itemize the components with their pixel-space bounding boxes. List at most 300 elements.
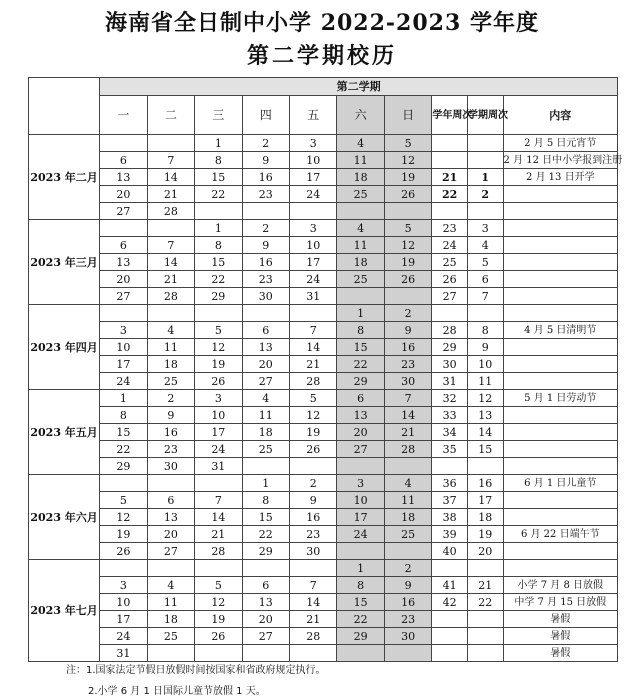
- day-cell-mon: [100, 475, 147, 492]
- day-cell-wed: 31: [195, 458, 242, 475]
- content-cell: [503, 424, 617, 441]
- day-cell-sat: 1: [337, 305, 384, 322]
- day-cell-mon: 6: [100, 237, 147, 254]
- day-cell-wed: 8: [195, 152, 242, 169]
- day-cell-thu: [242, 645, 289, 662]
- day-cell-thu: 8: [242, 492, 289, 509]
- day-cell-sat: 29: [337, 628, 384, 645]
- day-cell-thu: 22: [242, 526, 289, 543]
- day-cell-fri: 10: [290, 237, 337, 254]
- week-row: [29, 543, 618, 560]
- term-week-cell: 21: [467, 577, 503, 594]
- day-cell-sun: 30: [384, 373, 431, 390]
- content-cell: [503, 407, 617, 424]
- day-cell-sat: 8: [337, 577, 384, 594]
- day-cell-fri: 14: [290, 594, 337, 611]
- day-cell-sat: 11: [337, 237, 384, 254]
- day-cell-mon: 17: [100, 356, 147, 373]
- day-cell-wed: 15: [195, 169, 242, 186]
- day-cell-tue: 30: [147, 458, 194, 475]
- day-cell-thu: 2: [242, 220, 289, 237]
- year-week-cell: 33: [432, 407, 468, 424]
- day-cell-sat: 8: [337, 322, 384, 339]
- year-week-cell: 22: [432, 186, 468, 203]
- day-cell-sat: 18: [337, 254, 384, 271]
- day-cell-fri: [290, 645, 337, 662]
- content-cell: 2 月 13 日开学: [503, 169, 617, 186]
- year-week-header: 学年周次: [432, 96, 468, 135]
- week-row: [29, 475, 618, 492]
- day-cell-tue: [147, 645, 194, 662]
- day-cell-sun: 12: [384, 237, 431, 254]
- day-cell-tue: 14: [147, 254, 194, 271]
- day-cell-thu: 30: [242, 288, 289, 305]
- term-week-cell: [467, 203, 503, 220]
- day-cell-thu: 18: [242, 424, 289, 441]
- day-cell-tue: [147, 560, 194, 577]
- day-cell-sun: [384, 458, 431, 475]
- day-cell-wed: 19: [195, 611, 242, 628]
- day-cell-sun: 26: [384, 271, 431, 288]
- semester-header: 第二学期: [100, 78, 618, 96]
- day-cell-sat: 25: [337, 271, 384, 288]
- week-row: [29, 254, 618, 271]
- day-cell-mon: 12: [100, 509, 147, 526]
- day-cell-sun: 5: [384, 135, 431, 152]
- week-row: [29, 203, 618, 220]
- day-cell-fri: 2: [290, 475, 337, 492]
- day-cell-tue: [147, 220, 194, 237]
- day-cell-wed: 10: [195, 407, 242, 424]
- day-cell-sat: [337, 288, 384, 305]
- term-week-cell: [467, 628, 503, 645]
- day-cell-sat: 17: [337, 509, 384, 526]
- week-row: [29, 509, 618, 526]
- week-row: [29, 322, 618, 339]
- week-row: [29, 339, 618, 356]
- day-cell-thu: [242, 458, 289, 475]
- day-cell-mon: 24: [100, 628, 147, 645]
- day-cell-sat: 29: [337, 373, 384, 390]
- year-week-cell: 39: [432, 526, 468, 543]
- day-cell-thu: 16: [242, 254, 289, 271]
- day-cell-sun: 4: [384, 475, 431, 492]
- content-cell: [503, 509, 617, 526]
- day-cell-thu: 23: [242, 271, 289, 288]
- week-row: [29, 135, 618, 152]
- day-cell-fri: 19: [290, 424, 337, 441]
- day-cell-sun: 23: [384, 356, 431, 373]
- day-cell-tue: 25: [147, 628, 194, 645]
- term-week-cell: 9: [467, 339, 503, 356]
- day-cell-mon: 26: [100, 543, 147, 560]
- year-week-cell: [432, 628, 468, 645]
- week-row: [29, 441, 618, 458]
- week-row: [29, 152, 618, 169]
- day-cell-wed: [195, 560, 242, 577]
- week-row: [29, 356, 618, 373]
- term-week-header: 学期周次: [467, 96, 503, 135]
- day-cell-tue: 23: [147, 441, 194, 458]
- day-cell-tue: 21: [147, 186, 194, 203]
- weekday-fri: 五: [290, 96, 337, 135]
- term-week-cell: 13: [467, 407, 503, 424]
- content-cell: [503, 254, 617, 271]
- week-row: [29, 458, 618, 475]
- day-cell-sun: 28: [384, 441, 431, 458]
- day-cell-fri: 21: [290, 356, 337, 373]
- year-week-cell: 34: [432, 424, 468, 441]
- weekday-header-row: [29, 96, 618, 135]
- content-cell: [503, 237, 617, 254]
- week-row: [29, 594, 618, 611]
- day-cell-fri: 12: [290, 407, 337, 424]
- term-week-cell: 12: [467, 390, 503, 407]
- content-cell: 2 月 12 日中小学报到注册: [503, 152, 617, 169]
- term-week-cell: 3: [467, 220, 503, 237]
- year-week-cell: 25: [432, 254, 468, 271]
- day-cell-fri: 26: [290, 441, 337, 458]
- day-cell-sat: 11: [337, 152, 384, 169]
- day-cell-fri: 3: [290, 220, 337, 237]
- term-week-cell: 14: [467, 424, 503, 441]
- year-week-cell: 42: [432, 594, 468, 611]
- day-cell-tue: [147, 475, 194, 492]
- term-week-cell: 8: [467, 322, 503, 339]
- day-cell-wed: 1: [195, 220, 242, 237]
- day-cell-sun: 16: [384, 594, 431, 611]
- year-week-cell: [432, 305, 468, 322]
- weekday-tue: 二: [147, 96, 194, 135]
- content-cell: [503, 543, 617, 560]
- day-cell-mon: 3: [100, 322, 147, 339]
- day-cell-tue: [147, 135, 194, 152]
- day-cell-fri: 17: [290, 169, 337, 186]
- day-cell-sun: 2: [384, 560, 431, 577]
- content-cell: [503, 339, 617, 356]
- content-cell: [503, 288, 617, 305]
- day-cell-thu: 4: [242, 390, 289, 407]
- day-cell-sat: 20: [337, 424, 384, 441]
- day-cell-wed: 21: [195, 526, 242, 543]
- year-week-cell: 21: [432, 169, 468, 186]
- month-label: 2023 年七月: [29, 560, 100, 662]
- day-cell-tue: 20: [147, 526, 194, 543]
- day-cell-sun: 12: [384, 152, 431, 169]
- day-cell-sat: [337, 203, 384, 220]
- day-cell-wed: [195, 305, 242, 322]
- day-cell-sat: 24: [337, 526, 384, 543]
- day-cell-thu: 25: [242, 441, 289, 458]
- day-cell-thu: 16: [242, 169, 289, 186]
- content-cell: 4 月 5 日清明节: [503, 322, 617, 339]
- term-week-cell: 5: [467, 254, 503, 271]
- day-cell-sun: 14: [384, 407, 431, 424]
- week-row: [29, 186, 618, 203]
- day-cell-wed: 12: [195, 339, 242, 356]
- week-row: [29, 492, 618, 509]
- day-cell-mon: 17: [100, 611, 147, 628]
- year-week-cell: 41: [432, 577, 468, 594]
- week-row: [29, 526, 618, 543]
- day-cell-thu: 2: [242, 135, 289, 152]
- day-cell-sat: 22: [337, 611, 384, 628]
- day-cell-wed: 5: [195, 577, 242, 594]
- content-cell: [503, 186, 617, 203]
- content-cell: 暑假: [503, 628, 617, 645]
- day-cell-tue: 18: [147, 611, 194, 628]
- weekday-thu: 四: [242, 96, 289, 135]
- day-cell-fri: 5: [290, 390, 337, 407]
- content-cell: [503, 356, 617, 373]
- day-cell-fri: 16: [290, 509, 337, 526]
- day-cell-thu: 9: [242, 152, 289, 169]
- week-row: [29, 611, 618, 628]
- content-cell: [503, 441, 617, 458]
- day-cell-thu: 6: [242, 577, 289, 594]
- day-cell-sat: 27: [337, 441, 384, 458]
- day-cell-sun: 19: [384, 254, 431, 271]
- week-row: [29, 169, 618, 186]
- day-cell-tue: 28: [147, 203, 194, 220]
- month-label: 2023 年二月: [29, 135, 100, 220]
- day-cell-tue: 6: [147, 492, 194, 509]
- day-cell-mon: 10: [100, 594, 147, 611]
- month-label: 2023 年六月: [29, 475, 100, 560]
- term-week-cell: 16: [467, 475, 503, 492]
- year-week-cell: 36: [432, 475, 468, 492]
- day-cell-fri: [290, 305, 337, 322]
- day-cell-wed: [195, 475, 242, 492]
- day-cell-sat: 25: [337, 186, 384, 203]
- year-week-cell: 26: [432, 271, 468, 288]
- day-cell-sun: [384, 645, 431, 662]
- day-cell-mon: 5: [100, 492, 147, 509]
- term-week-cell: 4: [467, 237, 503, 254]
- day-cell-sun: 23: [384, 611, 431, 628]
- content-cell: [503, 492, 617, 509]
- month-label: 2023 年五月: [29, 390, 100, 475]
- day-cell-wed: 7: [195, 492, 242, 509]
- term-week-cell: 11: [467, 373, 503, 390]
- day-cell-mon: 31: [100, 645, 147, 662]
- day-cell-mon: 8: [100, 407, 147, 424]
- day-cell-wed: 8: [195, 237, 242, 254]
- day-cell-sun: 18: [384, 509, 431, 526]
- term-week-cell: 17: [467, 492, 503, 509]
- day-cell-mon: 3: [100, 577, 147, 594]
- content-cell: 暑假: [503, 611, 617, 628]
- term-week-cell: [467, 305, 503, 322]
- day-cell-thu: [242, 305, 289, 322]
- content-cell: [503, 560, 617, 577]
- day-cell-sat: 15: [337, 339, 384, 356]
- week-row: [29, 220, 618, 237]
- year-week-cell: [432, 645, 468, 662]
- day-cell-mon: 13: [100, 169, 147, 186]
- year-week-cell: [432, 611, 468, 628]
- content-cell: [503, 305, 617, 322]
- day-cell-mon: 6: [100, 152, 147, 169]
- day-cell-wed: 19: [195, 356, 242, 373]
- day-cell-sun: 30: [384, 628, 431, 645]
- month-label: 2023 年四月: [29, 305, 100, 390]
- day-cell-fri: [290, 203, 337, 220]
- day-cell-sun: 26: [384, 186, 431, 203]
- weekday-sat: 六: [337, 96, 384, 135]
- day-cell-thu: 27: [242, 628, 289, 645]
- day-cell-sat: 10: [337, 492, 384, 509]
- day-cell-sun: 5: [384, 220, 431, 237]
- year-week-cell: 28: [432, 322, 468, 339]
- content-cell: 小学 7 月 8 日放假: [503, 577, 617, 594]
- day-cell-fri: 28: [290, 628, 337, 645]
- day-cell-fri: 7: [290, 322, 337, 339]
- day-cell-sun: 19: [384, 169, 431, 186]
- content-cell: [503, 220, 617, 237]
- day-cell-wed: 22: [195, 271, 242, 288]
- day-cell-mon: 10: [100, 339, 147, 356]
- day-cell-tue: 25: [147, 373, 194, 390]
- day-cell-fri: [290, 560, 337, 577]
- content-cell: [503, 458, 617, 475]
- day-cell-sun: 25: [384, 526, 431, 543]
- day-cell-wed: 1: [195, 135, 242, 152]
- day-cell-sun: 16: [384, 339, 431, 356]
- day-cell-fri: 3: [290, 135, 337, 152]
- day-cell-mon: 27: [100, 288, 147, 305]
- day-cell-fri: [290, 458, 337, 475]
- semester-header-row: [29, 78, 618, 96]
- day-cell-mon: 29: [100, 458, 147, 475]
- day-cell-mon: 20: [100, 186, 147, 203]
- day-cell-thu: 20: [242, 611, 289, 628]
- day-cell-sun: 11: [384, 492, 431, 509]
- year-week-cell: [432, 135, 468, 152]
- day-cell-sun: 9: [384, 322, 431, 339]
- day-cell-sun: [384, 543, 431, 560]
- term-week-cell: 18: [467, 509, 503, 526]
- week-row: [29, 373, 618, 390]
- term-week-cell: 15: [467, 441, 503, 458]
- day-cell-tue: 4: [147, 577, 194, 594]
- day-cell-mon: 27: [100, 203, 147, 220]
- day-cell-wed: 15: [195, 254, 242, 271]
- day-cell-sat: [337, 458, 384, 475]
- day-cell-fri: 30: [290, 543, 337, 560]
- week-row: [29, 407, 618, 424]
- year-week-cell: 40: [432, 543, 468, 560]
- term-week-cell: [467, 611, 503, 628]
- weekday-sun: 日: [384, 96, 431, 135]
- day-cell-thu: [242, 203, 289, 220]
- day-cell-thu: 1: [242, 475, 289, 492]
- year-week-cell: [432, 152, 468, 169]
- term-week-cell: 6: [467, 271, 503, 288]
- content-cell: [503, 203, 617, 220]
- day-cell-mon: [100, 135, 147, 152]
- day-cell-sun: [384, 288, 431, 305]
- day-cell-tue: 9: [147, 407, 194, 424]
- year-week-cell: 23: [432, 220, 468, 237]
- day-cell-fri: 9: [290, 492, 337, 509]
- day-cell-tue: 18: [147, 356, 194, 373]
- day-cell-wed: 12: [195, 594, 242, 611]
- term-week-cell: [467, 135, 503, 152]
- day-cell-thu: 27: [242, 373, 289, 390]
- day-cell-thu: 13: [242, 594, 289, 611]
- day-cell-thu: 20: [242, 356, 289, 373]
- day-cell-fri: 7: [290, 577, 337, 594]
- weekday-mon: 一: [100, 96, 147, 135]
- week-row: [29, 560, 618, 577]
- weekday-wed: 三: [195, 96, 242, 135]
- week-row: [29, 424, 618, 441]
- day-cell-tue: 16: [147, 424, 194, 441]
- term-week-cell: 10: [467, 356, 503, 373]
- day-cell-tue: 7: [147, 152, 194, 169]
- month-label: 2023 年三月: [29, 220, 100, 305]
- month-header-cell: [29, 78, 100, 135]
- day-cell-sat: [337, 645, 384, 662]
- day-cell-mon: 20: [100, 271, 147, 288]
- term-week-cell: 2: [467, 186, 503, 203]
- day-cell-wed: 29: [195, 288, 242, 305]
- footnote-1: 注：1.国家法定节假日放假时间按国家和省政府规定执行。: [66, 665, 326, 676]
- day-cell-thu: 9: [242, 237, 289, 254]
- day-cell-wed: 24: [195, 441, 242, 458]
- day-cell-fri: 28: [290, 373, 337, 390]
- footnote-2: 2.小学 6 月 1 日国际儿童节放假 1 天。: [88, 686, 266, 697]
- day-cell-tue: 11: [147, 594, 194, 611]
- day-cell-fri: 10: [290, 152, 337, 169]
- day-cell-tue: 28: [147, 288, 194, 305]
- day-cell-tue: 14: [147, 169, 194, 186]
- content-cell: 6 月 22 日端午节: [503, 526, 617, 543]
- day-cell-tue: 27: [147, 543, 194, 560]
- day-cell-thu: [242, 560, 289, 577]
- day-cell-mon: 1: [100, 390, 147, 407]
- content-cell: 2 月 5 日元宵节: [503, 135, 617, 152]
- term-week-cell: 19: [467, 526, 503, 543]
- day-cell-wed: 28: [195, 543, 242, 560]
- content-cell: 中学 7 月 15 日放假: [503, 594, 617, 611]
- year-week-cell: 31: [432, 373, 468, 390]
- day-cell-sat: 3: [337, 475, 384, 492]
- day-cell-thu: 29: [242, 543, 289, 560]
- day-cell-tue: 21: [147, 271, 194, 288]
- day-cell-sat: [337, 543, 384, 560]
- school-calendar-table: [28, 77, 623, 662]
- week-row: [29, 628, 618, 645]
- day-cell-thu: 11: [242, 407, 289, 424]
- day-cell-sun: 2: [384, 305, 431, 322]
- day-cell-tue: 11: [147, 339, 194, 356]
- day-cell-wed: 17: [195, 424, 242, 441]
- day-cell-sat: 6: [337, 390, 384, 407]
- year-week-cell: 27: [432, 288, 468, 305]
- day-cell-mon: 15: [100, 424, 147, 441]
- term-week-cell: [467, 560, 503, 577]
- year-week-cell: 38: [432, 509, 468, 526]
- day-cell-fri: 21: [290, 611, 337, 628]
- day-cell-tue: 2: [147, 390, 194, 407]
- content-cell: [503, 373, 617, 390]
- term-week-cell: [467, 152, 503, 169]
- day-cell-mon: [100, 560, 147, 577]
- day-cell-sat: 4: [337, 220, 384, 237]
- week-row: [29, 271, 618, 288]
